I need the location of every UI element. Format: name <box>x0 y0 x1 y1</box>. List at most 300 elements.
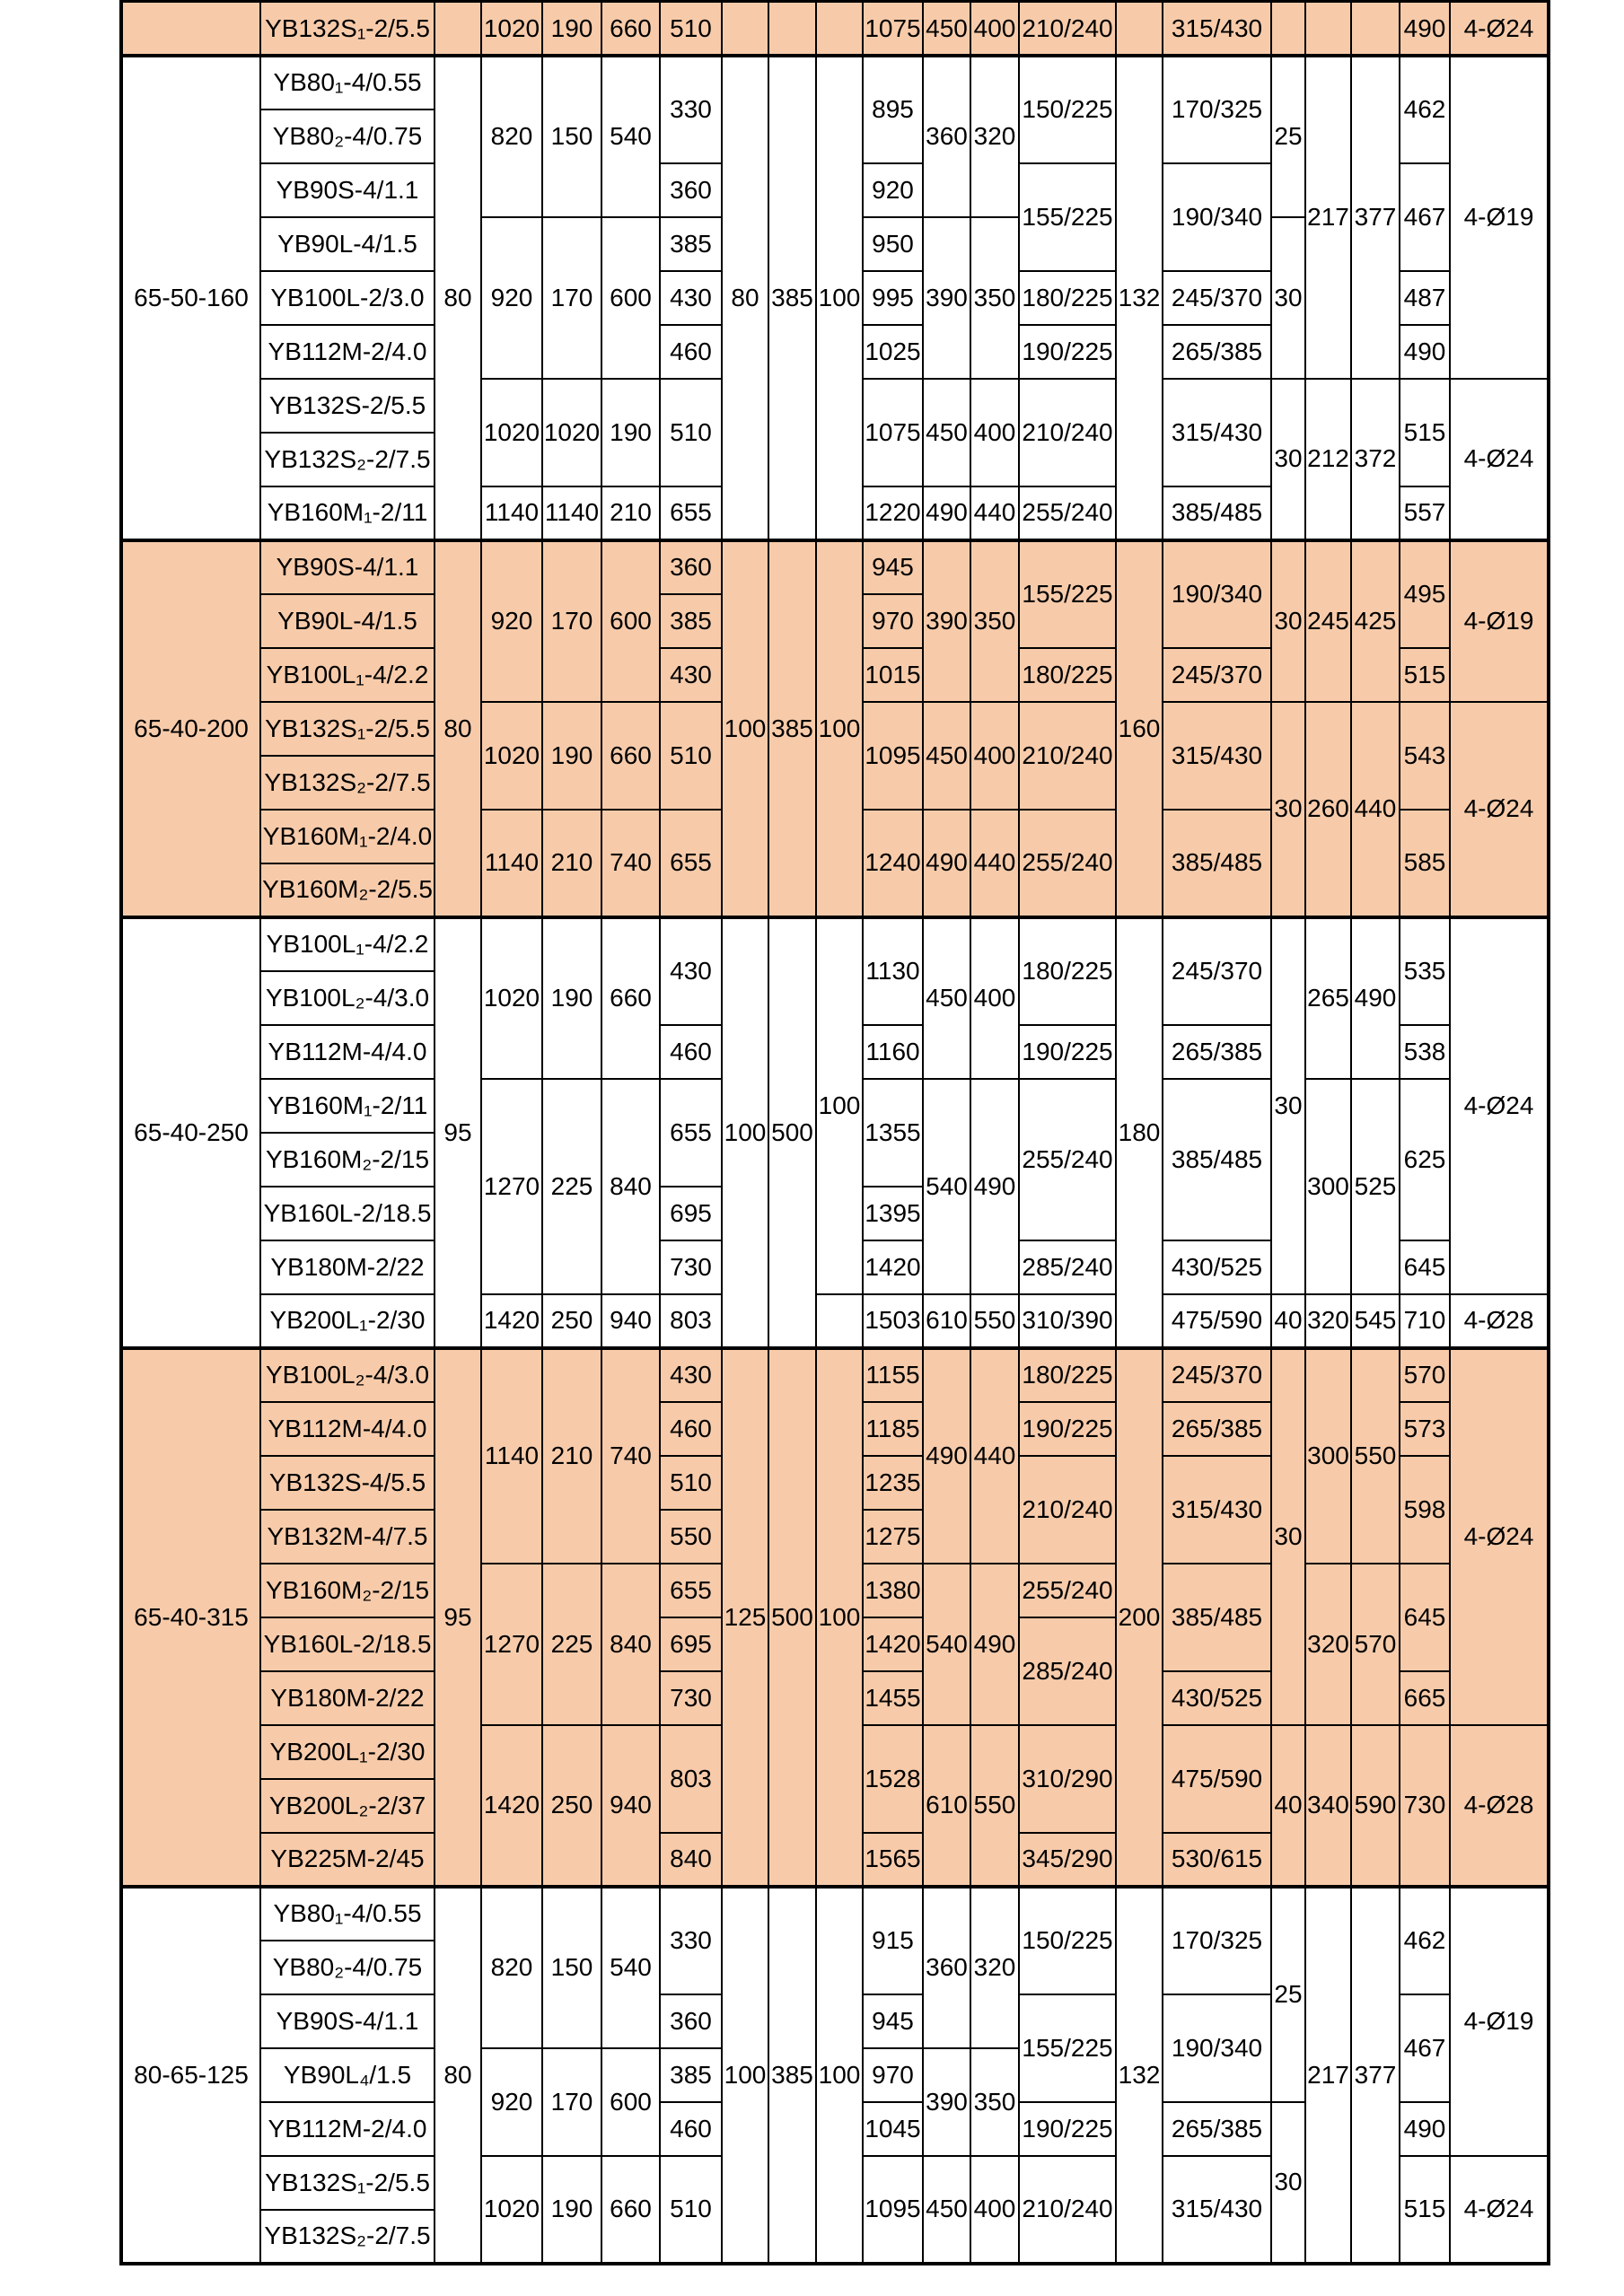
dimension-cell: 610 <box>923 1725 970 1887</box>
dimension-cell: 920 <box>863 163 923 217</box>
motor-model-cell: YB80₂-4/0.75 <box>260 1941 435 1994</box>
dimension-cell: 695 <box>660 1617 722 1671</box>
dimension-cell: 570 <box>1400 1348 1450 1402</box>
dimension-cell: 100 <box>816 1348 863 1887</box>
dimension-cell: 655 <box>660 1564 722 1617</box>
table-body <box>121 2 1549 2264</box>
dimension-cell: 1420 <box>481 1294 542 1348</box>
dimension-cell: 210/240 <box>1019 2156 1116 2264</box>
motor-model-cell: YB160M₁-2/11 <box>260 1079 435 1133</box>
dimension-cell: 995 <box>863 271 923 325</box>
dimension-cell: 557 <box>1400 486 1450 540</box>
dimension-cell: 460 <box>660 1402 722 1456</box>
dimension-cell: 430 <box>660 648 722 702</box>
dimension-cell: 515 <box>1400 2156 1450 2264</box>
dimension-cell <box>816 2 863 56</box>
dimension-cell: 40 <box>1271 1294 1305 1348</box>
dimension-cell: 377 <box>1351 56 1400 379</box>
dimension-cell: 330 <box>660 1887 722 1994</box>
dimension-cell: 350 <box>970 540 1019 702</box>
dimension-cell <box>1305 2 1351 56</box>
dimension-cell: 820 <box>481 1887 542 2048</box>
motor-model-cell: YB180M-2/22 <box>260 1240 435 1294</box>
dimension-cell: 1020 <box>481 917 542 1079</box>
dimension-cell: 320 <box>970 1887 1019 2048</box>
table-row <box>121 1887 1549 1941</box>
dimension-cell: 315/430 <box>1163 702 1271 810</box>
dimension-cell: 245 <box>1305 540 1351 702</box>
dimension-cell: 385 <box>660 594 722 648</box>
dimension-cell: 180/225 <box>1019 917 1116 1025</box>
dimension-cell: 1140 <box>481 1348 542 1564</box>
dimension-cell: 1155 <box>863 1348 923 1402</box>
motor-model-cell: YB90L-4/1.5 <box>260 594 435 648</box>
dimension-cell: 315/430 <box>1163 2 1271 56</box>
dimension-cell: 315/430 <box>1163 1456 1271 1564</box>
dimension-cell: 430 <box>660 917 722 1025</box>
dimension-cell: 4-Ø28 <box>1450 1725 1549 1887</box>
dimension-cell: 385/485 <box>1163 1564 1271 1671</box>
dimension-cell: 125 <box>722 1348 768 1887</box>
dimension-cell: 300 <box>1305 1079 1351 1294</box>
motor-model-cell: YB100L₂-4/3.0 <box>260 971 435 1025</box>
dimension-cell: 1420 <box>863 1240 923 1294</box>
dimension-cell: 300 <box>1305 1348 1351 1564</box>
dimension-cell: 4-Ø24 <box>1450 917 1549 1294</box>
dimension-cell: 360 <box>923 1887 970 2048</box>
pump-model-cell: 65-40-200 <box>121 540 260 917</box>
dimension-cell: 475/590 <box>1163 1725 1271 1833</box>
dimension-cell: 1240 <box>863 810 923 917</box>
dimension-cell: 210/240 <box>1019 702 1116 810</box>
dimension-cell: 467 <box>1400 163 1450 271</box>
dimension-cell: 4-Ø24 <box>1450 702 1549 917</box>
dimension-cell <box>1351 2 1400 56</box>
dimension-cell: 803 <box>660 1725 722 1833</box>
dimension-cell: 80 <box>435 56 481 540</box>
dimension-cell: 600 <box>601 540 660 702</box>
dimension-cell: 200 <box>1116 1348 1163 1887</box>
dimension-cell: 490 <box>970 1564 1019 1725</box>
dimension-cell: 150/225 <box>1019 56 1116 163</box>
dimension-cell: 655 <box>660 1079 722 1187</box>
dimension-cell: 430/525 <box>1163 1671 1271 1725</box>
dimension-cell: 660 <box>601 2156 660 2264</box>
dimension-cell: 95 <box>435 1348 481 1887</box>
motor-model-cell: YB180M-2/22 <box>260 1671 435 1725</box>
motor-model-cell: YB112M-4/4.0 <box>260 1025 435 1079</box>
dimension-cell: 660 <box>601 702 660 810</box>
dimension-cell: 265/385 <box>1163 2102 1271 2156</box>
pump-model-cell: 80-65-125 <box>121 1887 260 2264</box>
dimension-cell: 840 <box>601 1079 660 1294</box>
dimension-cell: 490 <box>923 1348 970 1564</box>
dimension-cell: 1455 <box>863 1671 923 1725</box>
dimension-cell: 245/370 <box>1163 917 1271 1025</box>
motor-model-cell: YB100L₁-4/2.2 <box>260 648 435 702</box>
dimension-cell: 487 <box>1400 271 1450 325</box>
dimension-cell: 210/240 <box>1019 1456 1116 1564</box>
dimension-cell: 970 <box>863 594 923 648</box>
dimension-cell: 1270 <box>481 1564 542 1725</box>
motor-model-cell: YB132M-4/7.5 <box>260 1510 435 1564</box>
motor-model-cell: YB132S₁-2/5.5 <box>260 2156 435 2210</box>
dimension-cell: 1025 <box>863 325 923 379</box>
dimension-cell: 390 <box>923 217 970 379</box>
motor-model-cell: YB160M₁-2/4.0 <box>260 810 435 863</box>
dimension-cell: 490 <box>1400 2102 1450 2156</box>
dimension-cell: 160 <box>1116 540 1163 917</box>
dimension-cell: 30 <box>1271 379 1305 540</box>
dimension-cell: 400 <box>970 2156 1019 2264</box>
dimension-cell: 1075 <box>863 379 923 486</box>
dimension-cell: 450 <box>923 2156 970 2264</box>
dimension-cell: 840 <box>660 1833 722 1887</box>
motor-model-cell: YB160M₂-2/5.5 <box>260 863 435 917</box>
dimension-cell: 430 <box>660 1348 722 1402</box>
dimension-cell: 425 <box>1351 540 1400 702</box>
dimension-cell: 400 <box>970 702 1019 810</box>
dimension-cell: 315/430 <box>1163 379 1271 486</box>
dimension-cell: 655 <box>660 810 722 917</box>
dimension-cell: 217 <box>1305 56 1351 379</box>
dimension-cell: 570 <box>1351 1564 1400 1725</box>
dimension-cell: 450 <box>923 2 970 56</box>
dimension-cell: 372 <box>1351 379 1400 540</box>
dimension-cell: 490 <box>1351 917 1400 1079</box>
motor-model-cell: YB90S-4/1.1 <box>260 163 435 217</box>
dimension-cell: 310/390 <box>1019 1294 1116 1348</box>
dimension-cell: 385/485 <box>1163 810 1271 917</box>
dimension-cell: 285/240 <box>1019 1240 1116 1294</box>
dimension-cell: 645 <box>1400 1564 1450 1671</box>
dimension-cell: 1220 <box>863 486 923 540</box>
dimension-cell: 490 <box>1400 325 1450 379</box>
dimension-cell: 440 <box>970 810 1019 917</box>
pump-dimensions-table <box>119 0 1550 2265</box>
dimension-cell: 4-Ø19 <box>1450 1887 1549 2156</box>
dimension-cell: 1020 <box>481 2156 542 2264</box>
dimension-cell: 730 <box>660 1240 722 1294</box>
motor-model-cell: YB112M-4/4.0 <box>260 1402 435 1456</box>
dimension-cell: 945 <box>863 540 923 594</box>
dimension-cell: 1160 <box>863 1025 923 1079</box>
pump-model-cell: 65-50-160 <box>121 56 260 540</box>
dimension-cell: 360 <box>923 56 970 217</box>
dimension-cell: 330 <box>660 56 722 163</box>
dimension-cell: 180/225 <box>1019 271 1116 325</box>
table-row <box>121 2 1549 56</box>
dimension-cell: 4-Ø24 <box>1450 2156 1549 2264</box>
dimension-cell: 350 <box>970 2048 1019 2156</box>
dimension-cell: 840 <box>601 1564 660 1725</box>
dimension-cell: 490 <box>1400 2 1450 56</box>
dimension-cell: 1015 <box>863 648 923 702</box>
dimension-cell: 460 <box>660 1025 722 1079</box>
dimension-cell: 1075 <box>863 2 923 56</box>
dimension-cell: 460 <box>660 325 722 379</box>
dimension-cell: 100 <box>816 56 863 540</box>
dimension-cell: 550 <box>970 1725 1019 1887</box>
dimension-cell: 950 <box>863 217 923 271</box>
dimension-cell: 585 <box>1400 810 1450 917</box>
dimension-cell: 190/225 <box>1019 2102 1116 2156</box>
dimension-cell: 945 <box>863 1994 923 2048</box>
dimension-cell: 4-Ø24 <box>1450 379 1549 540</box>
table-row <box>121 56 1549 110</box>
dimension-cell: 265 <box>1305 917 1351 1079</box>
dimension-cell: 190/340 <box>1163 1994 1271 2102</box>
motor-model-cell: YB100L₂-4/3.0 <box>260 1348 435 1402</box>
dimension-cell: 315/430 <box>1163 2156 1271 2264</box>
dimension-cell: 475/590 <box>1163 1294 1271 1348</box>
dimension-cell: 80 <box>435 540 481 917</box>
dimension-cell: 30 <box>1271 917 1305 1294</box>
dimension-cell: 550 <box>970 1294 1019 1348</box>
motor-model-cell: YB90S-4/1.1 <box>260 540 435 594</box>
dimension-cell: 538 <box>1400 1025 1450 1079</box>
dimension-cell: 245/370 <box>1163 271 1271 325</box>
dimension-cell: 1185 <box>863 1402 923 1456</box>
dimension-cell: 350 <box>970 217 1019 379</box>
dimension-cell: 1380 <box>863 1564 923 1617</box>
dimension-cell: 265/385 <box>1163 1025 1271 1079</box>
dimension-cell: 190/340 <box>1163 163 1271 271</box>
dimension-cell: 462 <box>1400 1887 1450 1994</box>
dimension-cell: 190 <box>542 2 601 56</box>
dimension-cell: 4-Ø19 <box>1450 540 1549 702</box>
dimension-cell: 740 <box>601 1348 660 1564</box>
dimension-cell: 660 <box>601 917 660 1079</box>
motor-model-cell: YB225M-2/45 <box>260 1833 435 1887</box>
motor-model-cell: YB200L₁-2/30 <box>260 1294 435 1348</box>
dimension-cell: 1130 <box>863 917 923 1025</box>
dimension-cell: 920 <box>481 540 542 702</box>
dimension-cell: 150/225 <box>1019 1887 1116 1994</box>
dimension-cell <box>435 2 481 56</box>
dimension-cell: 655 <box>660 486 722 540</box>
dimension-cell: 100 <box>816 540 863 917</box>
dimension-cell <box>722 2 768 56</box>
dimension-cell: 1020 <box>481 702 542 810</box>
dimension-cell: 710 <box>1400 1294 1450 1348</box>
dimension-cell: 1095 <box>863 702 923 810</box>
motor-model-cell: YB90L-4/1.5 <box>260 217 435 271</box>
motor-model-cell: YB112M-2/4.0 <box>260 2102 435 2156</box>
dimension-cell: 210/240 <box>1019 379 1116 486</box>
dimension-cell: 550 <box>660 1510 722 1564</box>
dimension-cell: 920 <box>481 2048 542 2156</box>
dimension-cell: 170 <box>542 2048 601 2156</box>
dimension-cell: 1355 <box>863 1079 923 1187</box>
dimension-cell: 25 <box>1271 1887 1305 2102</box>
dimension-cell: 385 <box>768 1887 816 2264</box>
dimension-cell: 1420 <box>863 1617 923 1671</box>
dimension-cell: 170/325 <box>1163 56 1271 163</box>
dimension-cell: 155/225 <box>1019 540 1116 648</box>
dimension-cell: 515 <box>1400 379 1450 486</box>
table-row <box>121 917 1549 971</box>
table-row <box>121 1348 1549 1402</box>
motor-model-cell: YB90S-4/1.1 <box>260 1994 435 2048</box>
dimension-cell: 598 <box>1400 1456 1450 1564</box>
dimension-cell: 450 <box>923 379 970 486</box>
dimension-cell: 695 <box>660 1187 722 1240</box>
dimension-cell: 390 <box>923 2048 970 2156</box>
motor-model-cell: YB160M₂-2/15 <box>260 1564 435 1617</box>
dimension-cell: 625 <box>1400 1079 1450 1240</box>
dimension-cell: 803 <box>660 1294 722 1348</box>
dimension-cell: 360 <box>660 163 722 217</box>
dimension-cell: 255/240 <box>1019 810 1116 917</box>
dimension-cell: 510 <box>660 2 722 56</box>
dimension-cell: 740 <box>601 810 660 917</box>
dimension-cell: 490 <box>970 1079 1019 1294</box>
motor-model-cell: YB132S₂-2/7.5 <box>260 2210 435 2264</box>
dimension-cell: 1020 <box>542 379 601 486</box>
dimension-cell: 440 <box>970 1348 1019 1564</box>
dimension-cell: 430 <box>660 271 722 325</box>
dimension-cell: 462 <box>1400 56 1450 163</box>
dimension-cell: 100 <box>722 540 768 917</box>
dimension-cell: 573 <box>1400 1402 1450 1456</box>
dimension-cell: 30 <box>1271 702 1305 917</box>
dimension-cell: 385 <box>768 56 816 540</box>
dimension-cell: 1140 <box>481 486 542 540</box>
dimension-cell: 495 <box>1400 540 1450 648</box>
dimension-cell: 820 <box>481 56 542 217</box>
dimension-cell: 1020 <box>481 2 542 56</box>
dimension-cell: 212 <box>1305 379 1351 540</box>
dimension-cell: 540 <box>923 1079 970 1294</box>
dimension-cell: 80 <box>722 56 768 540</box>
dimension-cell: 95 <box>435 917 481 1348</box>
motor-model-cell: YB100L₁-4/2.2 <box>260 917 435 971</box>
motor-model-cell: YB160L-2/18.5 <box>260 1187 435 1240</box>
dimension-cell: 4-Ø19 <box>1450 56 1549 379</box>
dimension-cell: 285/240 <box>1019 1617 1116 1725</box>
dimension-cell: 265/385 <box>1163 325 1271 379</box>
dimension-cell: 30 <box>1271 540 1305 702</box>
dimension-cell: 4-Ø24 <box>1450 1348 1549 1725</box>
dimension-cell: 132 <box>1116 56 1163 540</box>
dimension-cell: 430/525 <box>1163 1240 1271 1294</box>
dimension-cell: 210 <box>542 1348 601 1564</box>
dimension-cell: 660 <box>601 2 660 56</box>
dimension-cell: 390 <box>923 540 970 702</box>
dimension-cell: 665 <box>1400 1671 1450 1725</box>
dimension-cell: 40 <box>1271 1725 1305 1887</box>
dimension-cell: 30 <box>1271 2102 1305 2264</box>
dimension-cell: 190 <box>542 702 601 810</box>
dimension-cell: 385 <box>660 217 722 271</box>
dimension-cell: 540 <box>601 56 660 217</box>
dimension-cell: 490 <box>923 810 970 917</box>
dimension-cell: 1528 <box>863 1725 923 1833</box>
dimension-cell: 320 <box>970 56 1019 217</box>
dimension-cell: 100 <box>816 1887 863 2264</box>
dimension-cell: 385 <box>660 2048 722 2102</box>
dimension-cell: 4-Ø24 <box>1450 2 1549 56</box>
dimension-cell: 545 <box>1351 1294 1400 1348</box>
dimension-cell: 150 <box>542 1887 601 2048</box>
dimension-cell: 190/340 <box>1163 540 1271 648</box>
dimension-cell: 217 <box>1305 1887 1351 2264</box>
dimension-cell: 510 <box>660 1456 722 1510</box>
dimension-cell: 155/225 <box>1019 163 1116 271</box>
motor-model-cell: YB132S₂-2/7.5 <box>260 756 435 810</box>
dimension-cell: 895 <box>863 56 923 163</box>
dimension-cell: 190/225 <box>1019 325 1116 379</box>
dimension-cell: 180 <box>1116 917 1163 1348</box>
dimension-cell: 940 <box>601 1294 660 1348</box>
motor-model-cell: YB132S-4/5.5 <box>260 1456 435 1510</box>
dimension-cell: 440 <box>970 486 1019 540</box>
dimension-cell: 377 <box>1351 1887 1400 2264</box>
motor-model-cell: YB100L-2/3.0 <box>260 271 435 325</box>
dimension-cell: 385/485 <box>1163 1079 1271 1240</box>
motor-model-cell: YB90L₄/1.5 <box>260 2048 435 2102</box>
dimension-cell: 245/370 <box>1163 1348 1271 1402</box>
dimension-cell: 1503 <box>863 1294 923 1348</box>
dimension-cell: 400 <box>970 2 1019 56</box>
dimension-cell: 180/225 <box>1019 648 1116 702</box>
dimension-cell: 515 <box>1400 648 1450 702</box>
dimension-cell: 245/370 <box>1163 648 1271 702</box>
motor-model-cell: YB160M₁-2/11 <box>260 486 435 540</box>
dimension-cell: 210 <box>542 810 601 917</box>
dimension-cell: 730 <box>1400 1725 1450 1887</box>
dimension-cell: 510 <box>660 2156 722 2264</box>
dimension-cell: 155/225 <box>1019 1994 1116 2102</box>
pump-model-cell: 65-40-315 <box>121 1348 260 1887</box>
dimension-cell: 190 <box>542 2156 601 2264</box>
dimension-cell: 450 <box>923 702 970 810</box>
pump-model-cell: 65-40-250 <box>121 917 260 1348</box>
dimension-cell: 940 <box>601 1725 660 1887</box>
dimension-cell <box>768 2 816 56</box>
dimension-cell: 100 <box>722 1887 768 2264</box>
dimension-cell: 190 <box>601 379 660 486</box>
dimension-cell: 255/240 <box>1019 1564 1116 1617</box>
dimension-cell: 730 <box>660 1671 722 1725</box>
dimension-cell: 170 <box>542 217 601 379</box>
dimension-cell: 340 <box>1305 1725 1351 1887</box>
dimension-cell: 535 <box>1400 917 1450 1025</box>
motor-model-cell: YB132S₁-2/5.5 <box>260 2 435 56</box>
dimension-cell: 540 <box>923 1564 970 1725</box>
dimension-cell: 250 <box>542 1725 601 1887</box>
motor-model-cell: YB132S₁-2/5.5 <box>260 702 435 756</box>
dimension-cell: 190/225 <box>1019 1402 1116 1456</box>
motor-model-cell: YB132S₂-2/7.5 <box>260 433 435 486</box>
dimension-cell: 610 <box>923 1294 970 1348</box>
dimension-cell: 132 <box>1116 1887 1163 2264</box>
dimension-cell: 225 <box>542 1079 601 1294</box>
dimension-cell: 100 <box>816 917 863 1294</box>
motor-model-cell: YB132S-2/5.5 <box>260 379 435 433</box>
dimension-cell: 1045 <box>863 2102 923 2156</box>
dimension-cell: 225 <box>542 1564 601 1725</box>
dimension-cell: 510 <box>660 702 722 810</box>
dimension-cell: 500 <box>768 917 816 1348</box>
dimension-cell: 590 <box>1351 1725 1400 1887</box>
dimension-cell: 320 <box>1305 1564 1351 1725</box>
dimension-cell: 600 <box>601 2048 660 2156</box>
dimension-cell: 210/240 <box>1019 2 1116 56</box>
motor-model-cell: YB80₁-4/0.55 <box>260 1887 435 1941</box>
dimension-cell: 1235 <box>863 1456 923 1510</box>
